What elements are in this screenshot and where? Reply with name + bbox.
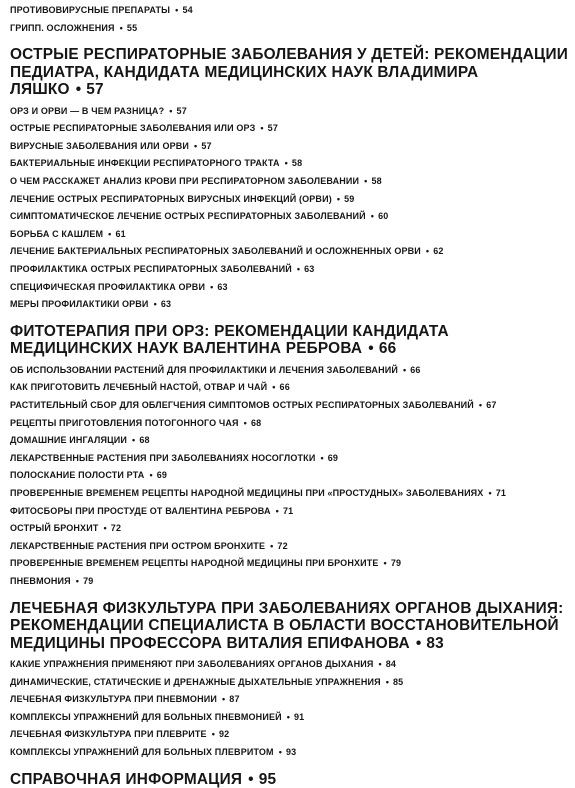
toc-entry[interactable] bbox=[10, 261, 570, 279]
bullet-separator: • bbox=[194, 140, 198, 151]
toc-entry[interactable] bbox=[10, 573, 570, 591]
toc-entry-title: БАКТЕРИАЛЬНЫЕ ИНФЕКЦИИ РЕСПИРАТОРНОГО ТРАКТА bbox=[10, 158, 280, 169]
section-title-line bbox=[10, 617, 570, 635]
toc-entry-page: 91 bbox=[294, 711, 305, 722]
toc-entry[interactable] bbox=[10, 415, 570, 433]
toc-entry-title: ДИНАМИЧЕСКИЕ, СТАТИЧЕСКИЕ И ДРЕНАЖНЫЕ ДЫХАТЕЛЬНЫЕ УПРАЖНЕНИЯ bbox=[10, 676, 381, 687]
toc-entry[interactable] bbox=[10, 503, 570, 521]
bullet-separator: • bbox=[278, 747, 282, 757]
toc-entry-page: 66 bbox=[279, 382, 290, 393]
section-title-line bbox=[10, 635, 570, 653]
toc-entry[interactable] bbox=[10, 138, 570, 156]
section-page: 95 bbox=[258, 770, 277, 788]
toc-entry[interactable] bbox=[10, 379, 570, 397]
toc-entry-title: ЛЕЧЕНИЕ БАКТЕРИАЛЬНЫХ РЕСПИРАТОРНЫХ ЗАБОЛЕВАНИЙ И ОСЛОЖНЕННЫХ ОРВИ bbox=[10, 246, 421, 257]
toc-entry-title: ПОЛОСКАНИЕ ПОЛОСТИ РТА bbox=[10, 470, 145, 481]
toc-entry-title: КОМПЛЕКСЫ УПРАЖНЕНИЙ ДЛЯ БОЛЬНЫХ ПНЕВМОНИЕЙ bbox=[10, 711, 282, 722]
bullet-separator: • bbox=[153, 299, 157, 310]
toc-entry-title: ПРОТИВОВИРУСНЫЕ ПРЕПАРАТЫ bbox=[10, 5, 171, 15]
bullet-separator: • bbox=[378, 659, 382, 670]
section-title-text: РЕКОМЕНДАЦИИ СПЕЦИАЛИСТА В ОБЛАСТИ ВОССТАНОВИТЕЛЬНОЙ bbox=[10, 617, 559, 635]
section-page: 57 bbox=[86, 81, 104, 99]
toc-entry-title: ГРИПП. ОСЛОЖНЕНИЯ bbox=[10, 22, 115, 33]
bullet-separator: • bbox=[364, 176, 368, 187]
toc-entry[interactable] bbox=[10, 120, 570, 138]
toc-entry-title: РАСТИТЕЛЬНЫЙ СБОР ДЛЯ ОБЛЕГЧЕНИЯ СИМПТОМОВ ОСТРЫХ РЕСПИРАТОРНЫХ ЗАБОЛЕВАНИЙ bbox=[10, 400, 474, 410]
section-title-text: ПЕДИАТРА, КАНДИДАТА МЕДИЦИНСКИХ НАУК ВЛАДИМИРА ЛЯШКО bbox=[10, 63, 479, 99]
section-title-line bbox=[10, 600, 570, 618]
toc-entry-page: 68 bbox=[139, 435, 150, 446]
toc-entry[interactable] bbox=[10, 208, 570, 226]
toc-entry-title: ВИРУСНЫЕ ЗАБОЛЕВАНИЯ ИЛИ ОРВИ bbox=[10, 140, 190, 151]
section-page: 66 bbox=[378, 340, 397, 358]
toc-entry-title: ОСТРЫЙ БРОНХИТ bbox=[10, 523, 99, 534]
toc-entry-page: 87 bbox=[229, 694, 240, 705]
bullet-separator: • bbox=[286, 711, 291, 722]
toc-entry-page: 69 bbox=[156, 470, 168, 481]
toc-entry-page: 57 bbox=[201, 140, 212, 151]
bullet-separator: • bbox=[425, 246, 430, 257]
section-page: 83 bbox=[426, 634, 444, 652]
toc-entry-title: БОРЬБА С КАШЛЕМ bbox=[10, 228, 104, 239]
toc-entry-title: ЛЕЧЕБНАЯ ФИЗКУЛЬТУРА ПРИ ПЛЕВРИТЕ bbox=[10, 729, 207, 740]
toc-entry[interactable] bbox=[10, 2, 570, 20]
toc-entry-title: ОРЗ И ОРВИ — В ЧЕМ РАЗНИЦА? bbox=[10, 105, 165, 116]
bullet-separator: • bbox=[210, 281, 214, 292]
toc-entry-page: 66 bbox=[410, 364, 421, 375]
toc-entry[interactable] bbox=[10, 397, 570, 415]
toc-entry-page: 85 bbox=[393, 676, 404, 687]
toc-entry[interactable] bbox=[10, 450, 570, 468]
toc-entry-page: 54 bbox=[182, 5, 193, 15]
toc-entry-title: ПРОВЕРЕННЫЕ ВРЕМЕНЕМ РЕЦЕПТЫ НАРОДНОЙ МЕДИЦИНЫ ПРИ БРОНХИТЕ bbox=[10, 558, 379, 569]
bullet-separator: • bbox=[211, 729, 215, 740]
toc-entry-title: КАКИЕ УПРАЖНЕНИЯ ПРИМЕНЯЮТ ПРИ ЗАБОЛЕВАНИЯХ ОРГАНОВ ДЫХАНИЯ bbox=[10, 659, 374, 670]
bullet-separator: • bbox=[103, 523, 107, 534]
toc-entry[interactable] bbox=[10, 191, 570, 209]
section-title-text: МЕДИЦИНЫ ПРОФЕССОРА ВИТАЛИЯ ЕПИФАНОВА bbox=[10, 634, 410, 652]
toc-entry-title: ЛЕКАРСТВЕННЫЕ РАСТЕНИЯ ПРИ ЗАБОЛЕВАНИЯХ НОСОГЛОТКИ bbox=[10, 452, 316, 463]
toc-entry[interactable] bbox=[10, 538, 570, 556]
toc-entry-page: 71 bbox=[495, 487, 507, 498]
toc-entry-page: 63 bbox=[160, 299, 172, 310]
section-title-line bbox=[10, 64, 570, 99]
toc-entry-title: МЕРЫ ПРОФИЛАКТИКИ ОРВИ bbox=[10, 299, 149, 310]
toc-entry-title: КОМПЛЕКСЫ УПРАЖНЕНИЙ ДЛЯ БОЛЬНЫХ ПЛЕВРИТОМ bbox=[10, 747, 274, 757]
toc-entry-page: 61 bbox=[115, 228, 126, 239]
bullet-separator: • bbox=[296, 264, 301, 275]
bullet-separator: • bbox=[284, 158, 288, 169]
toc-entry-page: 68 bbox=[250, 417, 262, 428]
toc-entry-page: 62 bbox=[433, 246, 444, 257]
section-title-line bbox=[10, 771, 570, 788]
section-heading[interactable] bbox=[10, 600, 570, 653]
bullet-separator: • bbox=[370, 211, 375, 222]
bullet-separator: • bbox=[275, 505, 279, 516]
bullet-separator: • bbox=[385, 676, 390, 687]
toc-entry[interactable] bbox=[10, 674, 570, 692]
bullet-separator: • bbox=[75, 81, 82, 99]
toc-entry-page: 84 bbox=[385, 659, 397, 670]
toc-entry-page: 72 bbox=[277, 540, 288, 551]
toc-entry-page: 92 bbox=[219, 729, 230, 740]
table-of-contents bbox=[10, 2, 570, 788]
bullet-separator: • bbox=[368, 340, 374, 358]
toc-entry[interactable] bbox=[10, 155, 570, 173]
bullet-separator: • bbox=[108, 228, 112, 239]
toc-entry-page: 59 bbox=[344, 193, 355, 204]
toc-entry[interactable] bbox=[10, 485, 570, 503]
toc-entry-page: 72 bbox=[110, 523, 122, 534]
toc-entry-page: 63 bbox=[217, 281, 228, 292]
bullet-separator: • bbox=[415, 634, 422, 652]
toc-entry-title: ДОМАШНИЕ ИНГАЛЯЦИИ bbox=[10, 435, 128, 446]
toc-entry-title: ПРОФИЛАКТИКА ОСТРЫХ РЕСПИРАТОРНЫХ ЗАБОЛЕВАНИЙ bbox=[10, 264, 292, 275]
toc-entry-title: ЛЕЧЕНИЕ ОСТРЫХ РЕСПИРАТОРНЫХ ВИРУСНЫХ ИНФЕКЦИЙ (ОРВИ) bbox=[10, 193, 332, 204]
toc-entry-page: 69 bbox=[327, 452, 339, 463]
toc-entry-title: ОБ ИСПОЛЬЗОВАНИИ РАСТЕНИЙ ДЛЯ ПРОФИЛАКТИКИ И ЛЕЧЕНИЯ ЗАБОЛЕВАНИЙ bbox=[10, 364, 398, 375]
toc-entry[interactable] bbox=[10, 279, 570, 297]
section-title-text: ФИТОТЕРАПИЯ ПРИ ОРЗ: РЕКОМЕНДАЦИИ КАНДИДАТА bbox=[10, 322, 449, 340]
bullet-separator: • bbox=[132, 435, 136, 446]
toc-entry-title: ФИТОСБОРЫ ПРИ ПРОСТУДЕ ОТ ВАЛЕНТИНА РЕБРОВА bbox=[10, 505, 271, 516]
section-title-text: СПРАВОЧНАЯ ИНФОРМАЦИЯ bbox=[10, 770, 243, 788]
toc-entry[interactable] bbox=[10, 726, 570, 744]
toc-entry-title: ПНЕВМОНИЯ bbox=[10, 575, 71, 586]
toc-entry[interactable] bbox=[10, 555, 570, 573]
section-heading[interactable] bbox=[10, 771, 570, 788]
toc-entry-title: ЛЕКАРСТВЕННЫЕ РАСТЕНИЯ ПРИ ОСТРОМ БРОНХИТЕ bbox=[10, 540, 266, 551]
toc-entry-title: СПЕЦИФИЧЕСКАЯ ПРОФИЛАКТИКА ОРВИ bbox=[10, 281, 206, 292]
section-title-line bbox=[10, 340, 570, 358]
section-title-line bbox=[10, 46, 570, 64]
toc-entry[interactable] bbox=[10, 432, 570, 450]
bullet-separator: • bbox=[402, 364, 407, 375]
bullet-separator: • bbox=[478, 400, 483, 410]
toc-entry-page: 63 bbox=[304, 264, 315, 275]
toc-entry-page: 60 bbox=[378, 211, 389, 222]
section-heading[interactable] bbox=[10, 46, 570, 99]
toc-entry-page: 67 bbox=[486, 400, 497, 410]
toc-entry-page: 58 bbox=[371, 176, 382, 187]
toc-entry-title: КАК ПРИГОТОВИТЬ ЛЕЧЕБНЫЙ НАСТОЙ, ОТВАР И ЧАЙ bbox=[10, 382, 268, 393]
bullet-separator: • bbox=[243, 417, 247, 428]
toc-entry-title: ЛЕЧЕБНАЯ ФИЗКУЛЬТУРА ПРИ ПНЕВМОНИИ bbox=[10, 694, 217, 705]
toc-entry-title: О ЧЕМ РАССКАЖЕТ АНАЛИЗ КРОВИ ПРИ РЕСПИРАТОРНОМ ЗАБОЛЕВАНИИ bbox=[10, 176, 360, 187]
bullet-separator: • bbox=[175, 5, 179, 15]
toc-entry[interactable] bbox=[10, 20, 570, 38]
bullet-separator: • bbox=[320, 452, 324, 463]
toc-entry-page: 93 bbox=[286, 747, 297, 757]
toc-entry[interactable] bbox=[10, 243, 570, 261]
section-title-line bbox=[10, 323, 570, 341]
section-title-text: ЛЕЧЕБНАЯ ФИЗКУЛЬТУРА ПРИ ЗАБОЛЕВАНИЯХ ОРГАНОВ ДЫХАНИЯ: bbox=[10, 599, 564, 617]
bullet-separator: • bbox=[149, 470, 153, 481]
toc-entry-page: 79 bbox=[83, 575, 94, 586]
toc-entry[interactable] bbox=[10, 691, 570, 709]
toc-entry[interactable] bbox=[10, 656, 570, 674]
toc-entry[interactable] bbox=[10, 226, 570, 244]
toc-entry-page: 79 bbox=[390, 558, 402, 569]
toc-entry[interactable] bbox=[10, 362, 570, 380]
toc-entry[interactable] bbox=[10, 520, 570, 538]
section-heading[interactable] bbox=[10, 323, 570, 358]
toc-entry-title: ОСТРЫЕ РЕСПИРАТОРНЫЕ ЗАБОЛЕВАНИЯ ИЛИ ОРЗ bbox=[10, 123, 256, 134]
toc-entry[interactable] bbox=[10, 103, 570, 121]
bullet-separator: • bbox=[248, 770, 254, 788]
bullet-separator: • bbox=[75, 575, 80, 586]
bullet-separator: • bbox=[383, 558, 387, 569]
bullet-separator: • bbox=[119, 22, 123, 33]
bullet-separator: • bbox=[169, 105, 173, 116]
toc-entry[interactable] bbox=[10, 467, 570, 485]
toc-entry[interactable] bbox=[10, 709, 570, 727]
bullet-separator: • bbox=[221, 694, 226, 705]
toc-entry-title: РЕЦЕПТЫ ПРИГОТОВЛЕНИЯ ПОТОГОННОГО ЧАЯ bbox=[10, 417, 239, 428]
toc-entry-title: ПРОВЕРЕННЫЕ ВРЕМЕНЕМ РЕЦЕПТЫ НАРОДНОЙ МЕДИЦИНЫ ПРИ «ПРОСТУДНЫХ» ЗАБОЛЕВАНИЯХ bbox=[10, 487, 484, 498]
toc-entry[interactable] bbox=[10, 296, 570, 314]
toc-entry-page: 71 bbox=[282, 505, 294, 516]
toc-entry-title: СИМПТОМАТИЧЕСКОЕ ЛЕЧЕНИЕ ОСТРЫХ РЕСПИРАТОРНЫХ ЗАБОЛЕВАНИЙ bbox=[10, 211, 366, 222]
toc-entry-page: 57 bbox=[176, 105, 187, 116]
toc-entry[interactable] bbox=[10, 744, 570, 762]
bullet-separator: • bbox=[270, 540, 274, 551]
section-title-text: ОСТРЫЕ РЕСПИРАТОРНЫЕ ЗАБОЛЕВАНИЯ У ДЕТЕЙ: РЕКОМЕНДАЦИИ bbox=[10, 46, 568, 64]
bullet-separator: • bbox=[272, 382, 276, 393]
toc-entry-page: 57 bbox=[267, 123, 278, 134]
toc-entry-page: 58 bbox=[291, 158, 303, 169]
toc-entry-page: 55 bbox=[126, 22, 138, 33]
bullet-separator: • bbox=[488, 487, 492, 498]
bullet-separator: • bbox=[336, 193, 341, 204]
bullet-separator: • bbox=[260, 123, 264, 134]
section-title-text: МЕДИЦИНСКИХ НАУК ВАЛЕНТИНА РЕБРОВА bbox=[10, 340, 363, 358]
toc-entry[interactable] bbox=[10, 173, 570, 191]
